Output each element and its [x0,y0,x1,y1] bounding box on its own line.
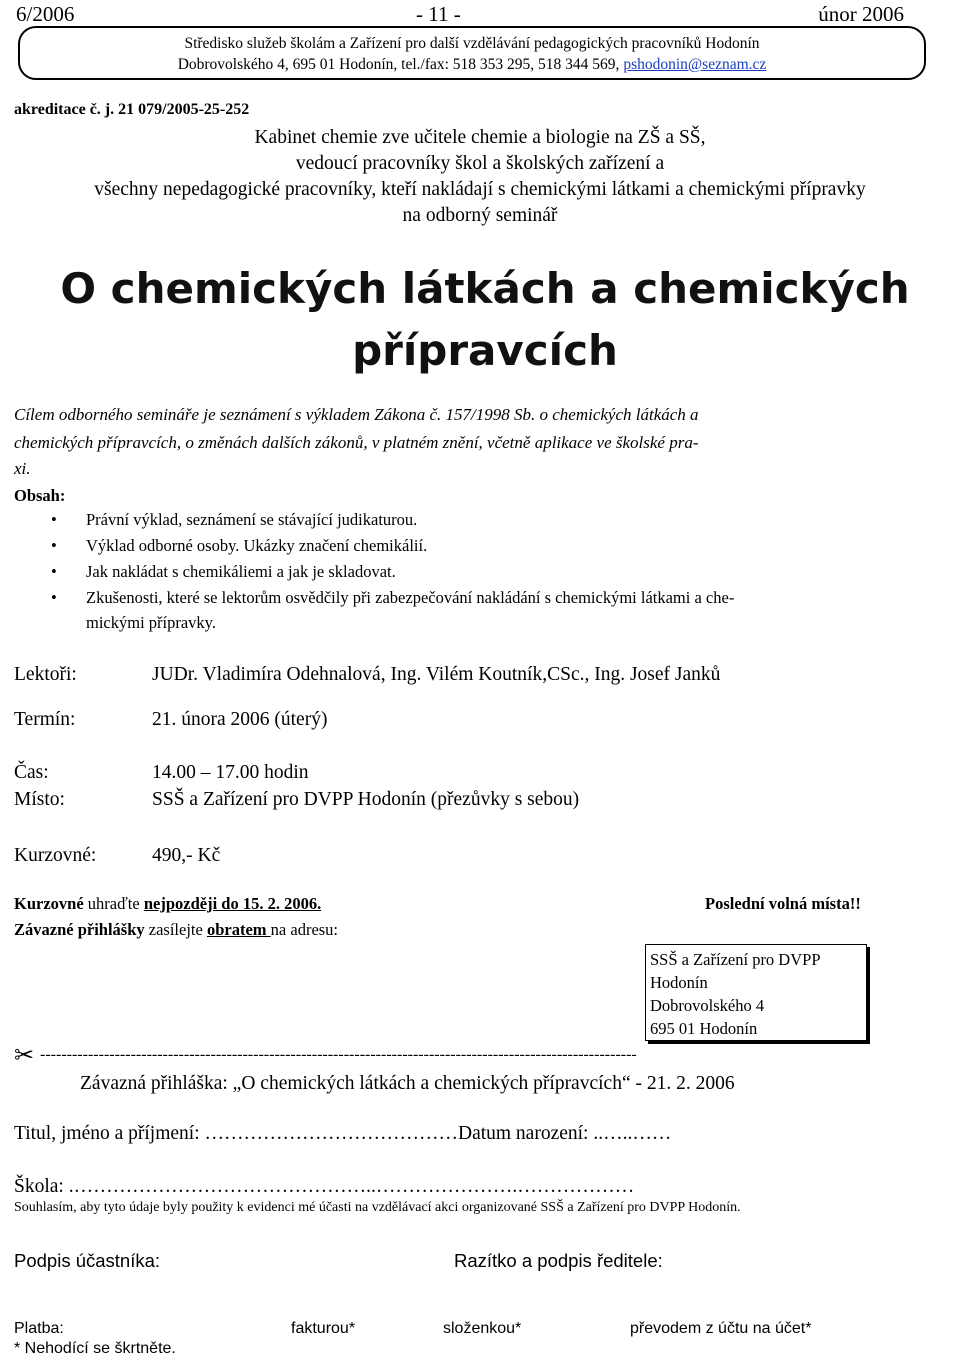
time-value: 14.00 – 17.00 hodin [152,762,309,783]
intro-line-1: Cílem odborného semináře je seznámení s výkladem Zákona č. 157/1998 Sb. o chemických látkách a [14,405,699,424]
invitation-line-1: Kabinet chemie zve učitele chemie a biologie na ZŠ a SŠ, [254,127,706,148]
contents-heading: Obsah: [14,486,66,505]
footnote: * Nehodící se škrtněte. [14,1340,176,1357]
bullet-icon: • [51,536,57,555]
cut-line: ---------------------------------------------------------------------------------------------------------------- [40,1046,637,1063]
place-label: Místo: [14,789,65,810]
lecturers-label: Lektoři: [14,664,77,685]
payment-label: Platba: [14,1320,64,1337]
address-line: SSŠ a Zařízení pro DVPP [650,950,821,969]
payment-deadline: Kurzovné uhraďte nejpozději do 15. 2. 2006. [14,894,322,913]
bullet-icon: • [51,510,57,529]
time-label: Čas: [14,762,49,783]
invitation-line-2: vedoucí pracovníky škol a školských zařízení a [295,153,665,174]
contact-text: Dobrovolského 4, 695 01 Hodonín, tel./fax: 518 353 295, 518 344 569, [177,56,624,73]
date-value: 21. února 2006 (úterý) [152,709,328,730]
bullet-icon: • [51,562,57,581]
mailing-address-box [645,944,867,1041]
bullet-icon: • [51,588,57,607]
lecturers-value: JUDr. Vladimíra Odehnalová, Ing. Vilém Koutník,CSc., Ing. Josef Janků [152,664,721,685]
last-places-note: Poslední volná místa!! [705,894,861,913]
address-line: Dobrovolského 4 [650,996,765,1015]
payment-option-transfer[interactable]: převodem z účtu na účet* [630,1320,812,1337]
contents-list [14,508,934,634]
organization-contact [20,54,924,75]
payment-option-postal[interactable]: složenkou* [443,1320,522,1337]
address-line: 695 01 Hodonín [650,1019,758,1038]
page-header [16,0,904,26]
invitation-line-4: na odborný seminář [402,205,558,226]
consent-text: Souhlasím, aby tyto údaje byly použity k evidenci mé účasti na vzdělávací akci organizované SSŠ a Zařízení pro DVPP Hodonín. [14,1200,741,1215]
seminar-title-line-2: přípravcích [352,326,618,375]
fee-label: Kurzovné: [14,845,97,866]
list-item: • Jak nakládat s chemikáliemi a jak je skladovat. [51,562,396,581]
list-item: • Zkušenosti, které se lektorům osvědčily při zabezpečování nakládání s chemickými látkami a che- [51,588,735,607]
email-link[interactable]: pshodonin@seznam.cz [623,56,767,73]
invitation-line-3: všechny nepedagogické pracovníky, kteří nakládají s chemickými látkami a chemickými přípravky [94,179,866,200]
participant-signature-label: Podpis účastníka: [14,1250,161,1271]
school-field[interactable]: Škola: .………………………………………..………………….……………… [14,1176,635,1197]
list-item: • Právní výklad, seznámení se stávající judikaturou. [51,510,418,529]
intro-line-3: xi. [14,459,31,478]
name-field[interactable]: Titul, jméno a příjmení: …………………………………Datum narození: ..…..…… [14,1123,672,1144]
scissors-icon: ✂ [14,1043,35,1069]
registration-instruction: Závazné přihlášky zasílejte obratem na adresu: [14,920,339,939]
payment-option-invoice[interactable]: fakturou* [291,1320,356,1337]
header-date-left: 6/2006 [16,2,75,26]
list-item: • Výklad odborné osoby. Ukázky značení chemikálií. [51,536,428,555]
header-date-right: únor 2006 [818,2,904,26]
form-heading: Závazná přihláška: „O chemických látkách a chemických přípravcích“ - 21. 2. 2006 [80,1073,735,1094]
date-label: Termín: [14,709,76,730]
accreditation: akreditace č. j. 21 079/2005-25-252 [14,101,250,118]
organization-name: Středisko služeb školám a Zařízení pro další vzdělávání pedagogických pracovníků Hodonín [184,35,760,52]
address-line: Hodonín [650,973,708,992]
director-signature-label: Razítko a podpis ředitele: [454,1250,663,1271]
place-value: SSŠ a Zařízení pro DVPP Hodonín (přezůvky s sebou) [152,789,580,810]
intro-line-2: chemických přípravcích, o změnách dalších zákonů, v platném znění, včetně aplikace ve školské pra- [14,433,699,452]
page-number: - 11 - [416,2,461,26]
organization-box [18,26,926,80]
fee-value: 490,- Kč [152,845,221,866]
seminar-title-line-1: O chemických látkách a chemických [60,264,910,313]
list-item-continuation: mickými přípravky. [86,613,216,632]
